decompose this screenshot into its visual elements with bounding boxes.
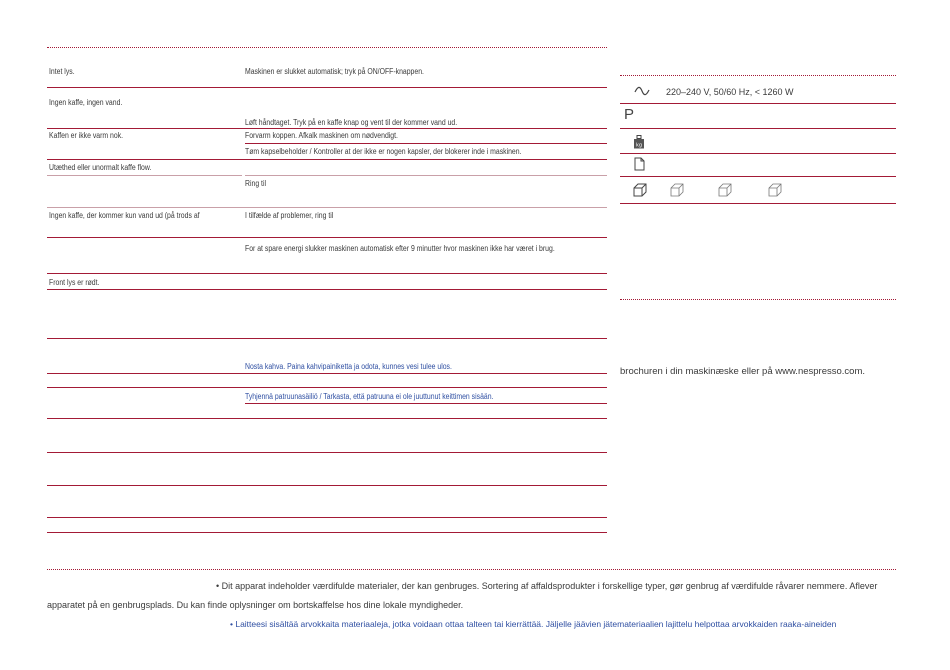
table-row-solution-fi: Nosta kahva. Paina kahvipainiketta ja odota, kunnes vesi tulee ulos. [245, 362, 452, 371]
table-row-divider [245, 143, 607, 144]
table-row-divider [47, 338, 607, 339]
specs-row-divider [620, 176, 896, 177]
table-row-divider [47, 273, 607, 274]
recycling-text-da-line1: • Dit apparat indeholder værdifulde materialer, der kan genbruges. Sortering af affaldsprodukter i forskellige typer, gør genbrug af værdifulde råvarer nemmere. Aflever [216, 581, 878, 591]
specs-row-divider [620, 103, 896, 104]
table-row-divider [245, 403, 607, 404]
table-row-divider [245, 175, 607, 176]
table-row-problem: Kaffen er ikke varm nok. [49, 131, 124, 140]
table-row-solution: Maskinen er slukket automatisk; tryk på ON/OFF-knappen. [245, 67, 424, 76]
specs-dotted-separator [620, 75, 896, 76]
power-spec: 220–240 V, 50/60 Hz, < 1260 W [666, 87, 794, 97]
table-row-divider [47, 237, 607, 238]
dimensions-depth-icon [717, 182, 733, 198]
table-row-divider [47, 289, 607, 290]
table-row-divider [47, 532, 607, 533]
table-row-problem: Ingen kaffe, der kommer kun vand ud (på trods af [49, 211, 200, 220]
recycling-text-fi-line1: • Laitteesi sisältää arvokkaita materiaaleja, jotka voidaan ottaa talteen tai kierrättää. Jäljelle jäävien jätemateriaalien lajittelu helpottaa arvokkaiden raaka-aineiden [230, 619, 837, 629]
capacity-icon [632, 156, 646, 172]
table-row-solution: I tilfælde af problemer, ring til [245, 211, 334, 220]
dimensions-icon [632, 182, 648, 198]
info-dotted-separator [620, 299, 896, 300]
svg-text:kg: kg [635, 142, 643, 149]
table-row-divider [47, 418, 607, 419]
table-row-problem: Ingen kaffe, ingen vand. [49, 98, 123, 107]
specs-row-divider [620, 128, 896, 129]
table-row-problem: Utæthed eller unormalt kaffe flow. [49, 163, 152, 172]
table-row-divider [47, 128, 607, 129]
table-row-solution: Ring til [245, 179, 267, 188]
table-row-solution-fi: Tyhjennä patruunasäiliö / Tarkasta, että patruuna ei ole juuttunut keittimen sisään. [245, 392, 494, 401]
table-row-solution: Løft håndtaget. Tryk på en kaffe knap og vent til der kommer vand ud. [245, 118, 458, 127]
table-row-solution: Tøm kapselbeholder / Kontroller at der ikke er nogen kapsler, der blokerer inde i maskinen. [245, 147, 522, 156]
ac-wave-icon [632, 84, 652, 98]
table-row-solution: For at spare energi slukker maskinen automatisk efter 9 minutter hvor maskinen ikke har været i brug. [245, 244, 555, 253]
dimensions-height-icon [767, 182, 783, 198]
table-row-divider [47, 485, 607, 486]
dimensions-width-icon [669, 182, 685, 198]
specs-row-divider [620, 153, 896, 154]
table-row-divider [47, 373, 607, 374]
table-row-divider [47, 175, 242, 176]
footer-dotted-separator [47, 569, 896, 570]
top-dotted-separator [47, 47, 607, 48]
table-row-divider [47, 387, 607, 388]
recycling-text-da-line2: apparatet på en genbrugsplads. Du kan finde oplysninger om bortskaffelse hos dine lokale myndigheder. [47, 600, 464, 610]
table-row-solution: Forvarm koppen. Afkalk maskinen om nødvendigt. [245, 131, 398, 140]
pressure-icon: P [624, 106, 635, 123]
table-row-divider [47, 159, 607, 160]
table-row-divider [47, 87, 607, 88]
brochure-info-text: brochuren i din maskinæske eller på www.nespresso.com. [620, 366, 865, 377]
table-row-divider [47, 207, 607, 208]
weight-icon [632, 134, 646, 150]
table-row-divider [47, 517, 607, 518]
table-row-problem: Front lys er rødt. [49, 278, 100, 287]
specs-row-divider [620, 203, 896, 204]
table-row-divider [47, 452, 607, 453]
table-row-problem: Intet lys. [49, 67, 75, 76]
